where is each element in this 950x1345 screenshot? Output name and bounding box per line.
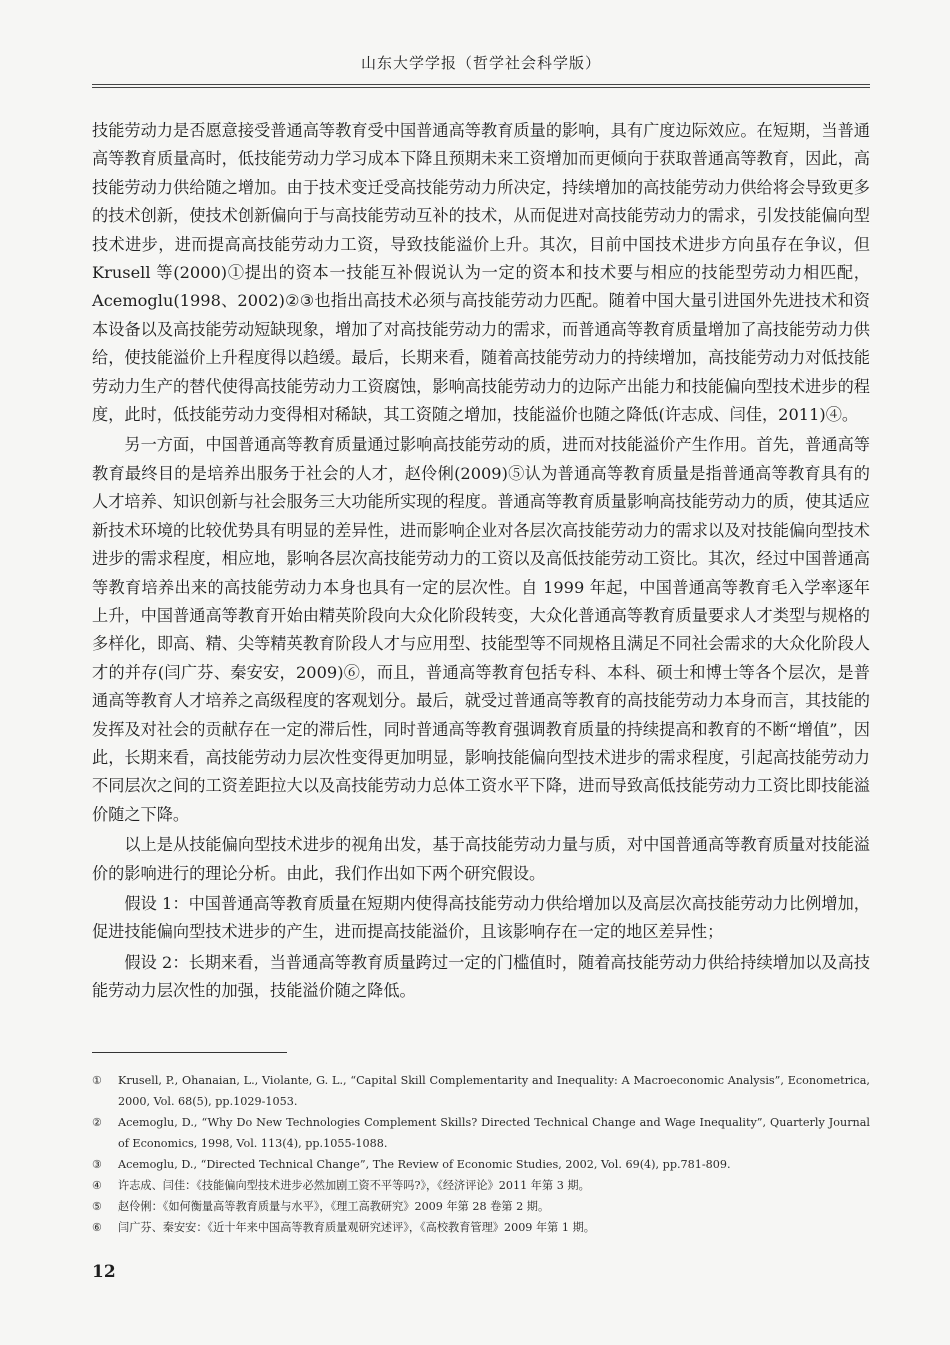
running-head: 山东大学学报（哲学社会科学版） (360, 54, 601, 72)
footnotes (92, 1070, 870, 1238)
header-rule (92, 84, 870, 88)
footnote-mark: ② (92, 1116, 103, 1129)
footnote-text: 赵伶俐：《如何衡量高等教育质量与水平》，《理工高教研究》2009 年第 28 卷第 2 期。 (118, 1200, 550, 1213)
footnote-text: Acemoglu, D., “Directed Technical Change”, The Review of Economic Studies, 2002, Vol. 69(4), pp.781-809. (118, 1158, 731, 1171)
body-paragraph-3: 以上是从技能偏向型技术进步的视角出发，基于高技能劳动力量与质，对中国普通高等教育质量对技能溢价的影响进行的理论分析。由此，我们作出如下两个研究假设。 (92, 835, 870, 883)
hypothesis-2: 假设 2：长期来看，当普通高等教育质量跨过一定的门槛值时，随着高技能劳动力供给持续增加以及高技能劳动力层次性的加强，技能溢价随之降低。 (92, 952, 870, 1001)
article-body (92, 117, 870, 1006)
footnote-5 (92, 1196, 870, 1217)
body-paragraph-1: 技能劳动力是否愿意接受普通高等教育受中国普通高等教育质量的影响，具有广度边际效应。在短期，当普通高等教育质量高时，低技能劳动力学习成本下降且预期未来工资增加而更倾向于获取普通高等教育，因此，高技能劳动力供给随之增加。由于技术变迁受高技能劳动力所决定，持续增加的高技能劳动力供给将会导致更多的技术创新，使技术创新偏向于与高技能劳动互补的技术，从而促进对高技能劳动力的需求，引发技能偏向型技术进步，进而提高高技能劳动力工资，导致技能溢价上升。其次，目前中国技术进步方向虽存在争议，但 Krusell 等(2000)①提出的资本一技能互补假说认为一定的资本和技术要与相应的技能型劳动力相匹配，Acemoglu(1998、2002)②③也指出高技术必须与高技能劳动力匹配。随着中国大量引进国外先进技术和资本设备以及高技能劳动短缺现象，增加了对高技能劳动力的需求，而普通高等教育质量增加了高技能劳动力供给，使技能溢价上升程度得以趋缓。最后，长期来看，随着高技能劳动力的持续增加，高技能劳动力对低技能劳动力生产的替代使得高技能劳动力工资腐蚀，影响高技能劳动力的边际产出能力和技能偏向型技术进步的程度，此时，低技能劳动力变得相对稀缺，其工资随之增加，技能溢价也随之降低(许志成、闫佳，2011)④。 (92, 121, 870, 425)
footnote-mark: ③ (92, 1158, 103, 1171)
footnote-1 (92, 1070, 870, 1112)
footnote-text: 许志成、闫佳：《技能偏向型技术进步必然加剧工资不平等吗?》，《经济评论》2011 年第 3 期。 (118, 1179, 590, 1192)
hypothesis-1: 假设 1：中国普通高等教育质量在短期内使得高技能劳动力供给增加以及高层次高技能劳动力比例增加，促进技能偏向型技术进步的产生，进而提高技能溢价，且该影响存在一定的地区差异性； (92, 893, 870, 942)
footnote-text: Krusell, P., Ohanaian, L., Violante, G. L., “Capital Skill Complementarity and Inequality: A Macroeconomic Analysis”, Econometrica, 2000, Vol. 68(5), pp.1029-1053. (118, 1074, 870, 1108)
footnote-mark: ⑥ (92, 1221, 103, 1234)
footnote-mark: ⑤ (92, 1200, 103, 1213)
footnote-mark: ④ (92, 1179, 103, 1192)
body-paragraph-2: 另一方面，中国普通高等教育质量通过影响高技能劳动的质，进而对技能溢价产生作用。首先，普通高等教育最终目的是培养出服务于社会的人才，赵伶俐(2009)⑤认为普通高等教育质量是指普通高等教育具有的人才培养、知识创新与社会服务三大功能所实现的程度。普通高等教育质量影响高技能劳动力的质，使其适应新技术环境的比较优势具有明显的差异性，进而影响企业对各层次高技能劳动力的需求以及对技能偏向型技术进步的需求程度，相应地，影响各层次高技能劳动力的工资以及高低技能劳动工资比。其次，经过中国普通高等教育培养出来的高技能劳动力本身也具有一定的层次性。自 1999 年起，中国普通高等教育毛入学率逐年上升，中国普通高等教育开始由精英阶段向大众化阶段转变，大众化普通高等教育质量要求人才类型与规格的多样化，即高、精、尖等精英教育阶段人才与应用型、技能型等不同规格且满足不同社会需求的大众化阶段人才的并存(闫广芬、秦安安，2009)⑥，而且，普通高等教育包括专科、本科、硕士和博士等各个层次，是普通高等教育人才培养之高级程度的客观划分。最后，就受过普通高等教育的高技能劳动力本身而言，其技能的发挥及对社会的贡献存在一定的滞后性，同时普通高等教育强调教育质量的持续提高和教育的不断“增值”，因此，长期来看，高技能劳动力层次性变得更加明显，影响技能偏向型技术进步的需求程度，引起高技能劳动力不同层次之间的工资差距拉大以及高技能劳动力总体工资水平下降，进而导致高低技能劳动力工资比即技能溢价随之下降。 (92, 435, 870, 824)
footnote-6 (92, 1217, 870, 1238)
footnote-mark: ① (92, 1074, 103, 1087)
footnote-4 (92, 1175, 870, 1196)
page-number: 12 (92, 1262, 116, 1282)
footnote-rule (92, 1052, 287, 1053)
footnote-text: 闫广芬、秦安安：《近十年来中国高等教育质量观研究述评》，《高校教育管理》2009 年第 1 期。 (118, 1221, 595, 1234)
footnote-text: Acemoglu, D., “Why Do New Technologies Complement Skills? Directed Technical Change and Wage Inequality”, Quarterly Journal of Economics, 1998, Vol. 113(4), pp.1055-1088. (118, 1116, 870, 1150)
footnote-3 (92, 1154, 870, 1175)
footnote-2 (92, 1112, 870, 1154)
